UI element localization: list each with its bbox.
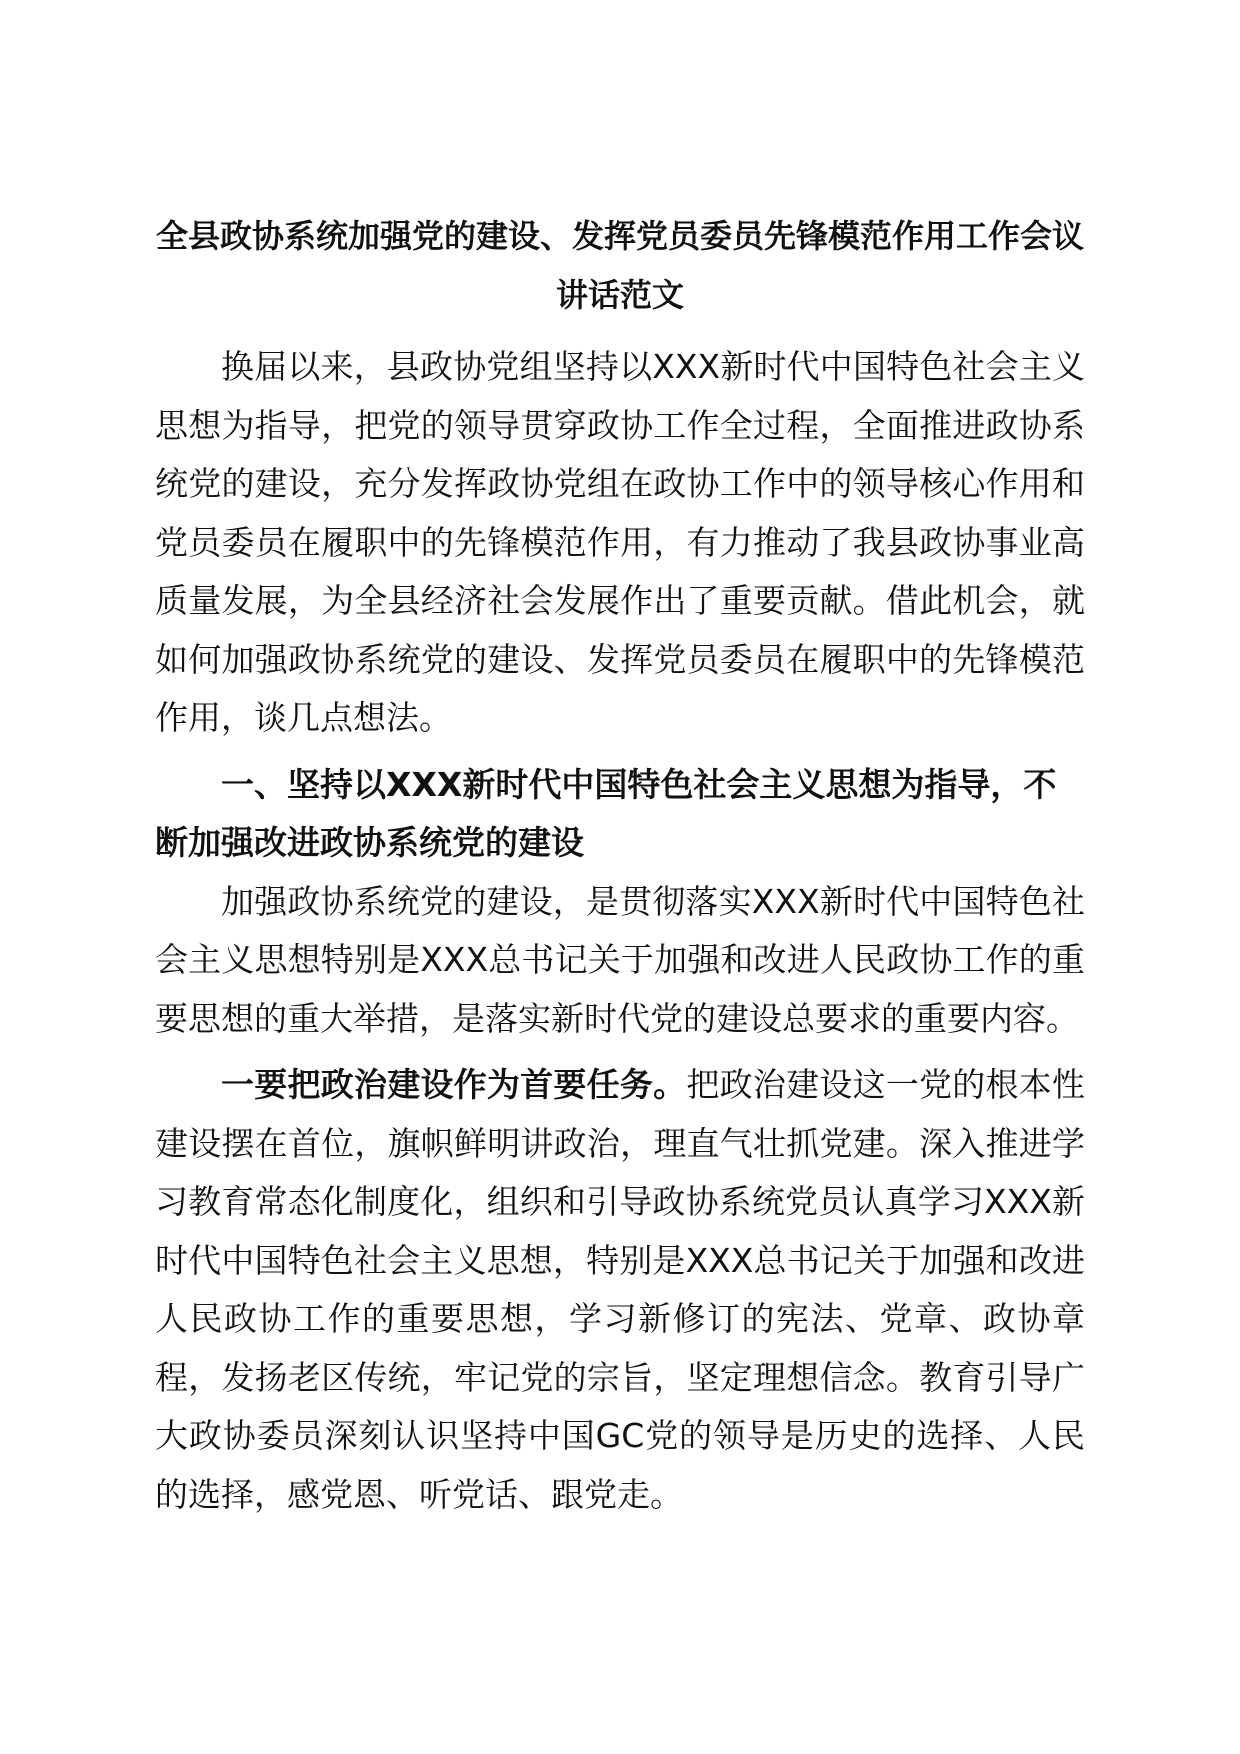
document-body — [155, 338, 1085, 1524]
point-1-paragraph — [155, 1056, 1085, 1524]
spacer — [155, 748, 1085, 756]
point-1-lead: 一要把政治建设作为首要任务。 — [221, 1065, 687, 1104]
intro-paragraph: 换届以来，县政协党组坚持以XXX新时代中国特色社会主义思想为指导，把党的领导贯穿政协工作全过程，全面推进政协系统党的建设，充分发挥政协党组在政协工作中的领导核心作用和党员委员在履职中的先锋模范作用，有力推动了我县政协事业高质量发展，为全县经济社会发展作出了重要贡献。借此机会，就如何加强政协系统党的建设、发挥党员委员在履职中的先锋模范作用，谈几点想法。 — [155, 347, 1085, 737]
spacer — [155, 1048, 1085, 1056]
section-1-paragraph: 加强政协系统党的建设，是贯彻落实XXX新时代中国特色社会主义思想特别是XXX总书记关于加强和改进人民政协工作的重要思想的重大举措，是落实新时代党的建设总要求的重要内容。 — [155, 881, 1085, 1038]
document-title: 全县政协系统加强党的建设、发挥党员委员先锋模范作用工作会议讲话范文 — [155, 217, 1084, 314]
point-1-body: 把政治建设这一党的根本性建设摆在首位，旗帜鲜明讲政治，理直气壮抓党建。深入推进学习教育常态化制度化，组织和引导政协系统党员认真学习XXX新时代中国特色社会主义思想，特别是XXX总书记关于加强和改进人民政协工作的重要思想，学习新修订的宪法、党章、政协章程，发扬老区传统，牢记党的宗旨，坚定理想信念。教育引导广大政协委员深刻认识坚持中国GC党的领导是历史的选择、人民的选择，感党恩、听党话、跟党走。 — [155, 1065, 1086, 1514]
section-heading-1: 一、坚持以XXX新时代中国特色社会主义思想为指导，不断加强改进政协系统党的建设 — [155, 764, 1057, 862]
